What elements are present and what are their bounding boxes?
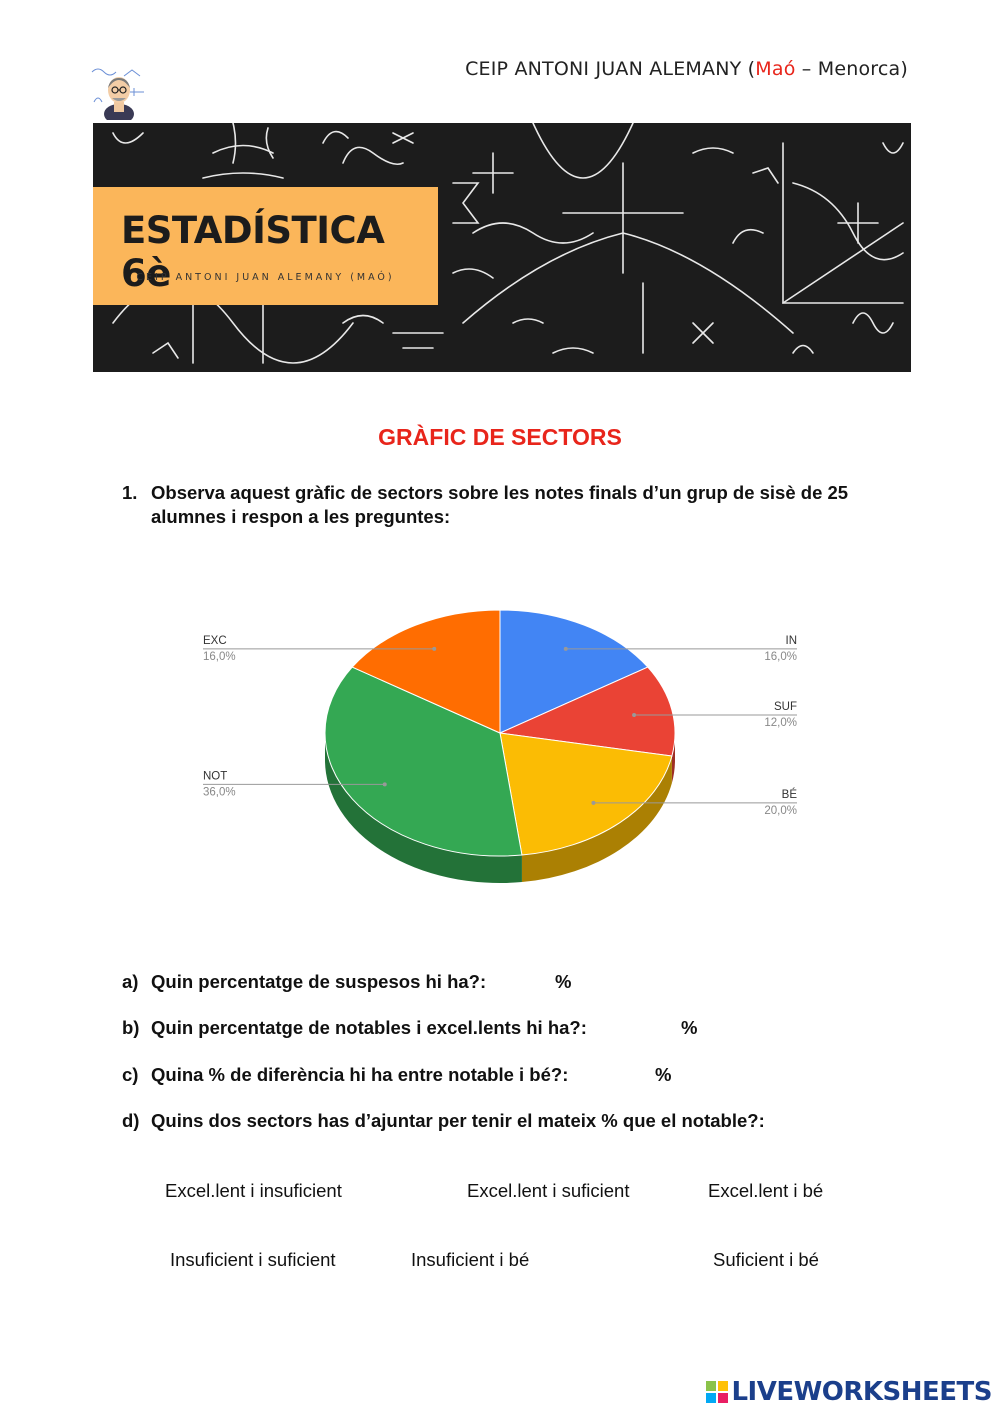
school-name-suffix: – Menorca) [795,58,908,80]
question-a-text: Quin percentatge de suspesos hi ha?: [151,971,487,992]
pie-label-not: NOT [203,770,228,783]
banner-title-box [93,187,438,305]
pie-value-bé: 20,0% [764,804,797,817]
pie-label-bé: BÉ [781,788,797,801]
question-b-label: b) [122,1017,140,1038]
pie-leader-dot-bé [591,801,595,805]
banner-title: ESTADÍSTICA 6è [121,209,385,295]
pie-leader-dot-exc [432,647,436,651]
option-excellent-good[interactable]: Excel.lent i bé [708,1180,824,1201]
pie-leader-dot-suf [632,713,636,717]
school-town: Maó [755,58,796,80]
pie-label-exc: EXC [203,634,227,647]
question-d-label: d) [122,1110,140,1131]
pie-value-in: 16,0% [764,650,797,663]
liveworksheets-logo [706,1377,992,1407]
school-name-prefix: CEIP ANTONI JUAN ALEMANY ( [465,58,756,80]
teacher-avatar-image [90,62,148,120]
pie-value-suf: 12,0% [764,717,797,730]
question-b-unit: % [681,1017,698,1038]
question-c-label: c) [122,1064,139,1085]
question-a-label: a) [122,971,139,992]
liveworksheets-icon [706,1381,728,1403]
banner-subtitle: CEIP ANTONI JUAN ALEMANY (MAÓ) [136,272,395,283]
option-excellent-sufficient[interactable]: Excel.lent i suficient [467,1180,630,1201]
option-insufficient-good[interactable]: Insuficient i bé [411,1249,530,1270]
question-a [122,971,572,993]
question-c [122,1064,672,1086]
pie-chart [200,598,800,898]
banner [93,123,911,372]
pie-leader-dot-not [383,782,387,786]
question-d-text: Quins dos sectors has d’ajuntar per tenir el mateix % que el notable?: [151,1110,765,1131]
question-1-number: 1. [122,482,138,503]
question-a-unit: % [555,971,572,992]
question-c-text: Quina % de diferència hi ha entre notable i bé?: [151,1064,569,1085]
option-insufficient-sufficient[interactable]: Insuficient i suficient [170,1249,336,1270]
pie-label-suf: SUF [774,701,797,714]
question-d [122,1110,765,1132]
pie-value-not: 36,0% [203,786,236,799]
liveworksheets-brand: LIVEWORKSHEETS [731,1377,992,1407]
pie-label-in: IN [785,634,797,647]
pie-leader-dot-in [564,647,568,651]
option-excellent-insufficient[interactable]: Excel.lent i insuficient [165,1180,342,1201]
question-1-text: Observa aquest gràfic de sectors sobre les notes finals d’un grup de sisè de 25 alumnes i respon a les preguntes: [151,482,849,527]
question-b [122,1017,698,1039]
question-b-text: Quin percentatge de notables i excel.lents hi ha?: [151,1017,587,1038]
pie-value-exc: 16,0% [203,650,236,663]
option-sufficient-good[interactable]: Suficient i bé [713,1249,819,1270]
section-title: GRÀFIC DE SECTORS [378,424,622,450]
question-c-unit: % [655,1064,672,1085]
